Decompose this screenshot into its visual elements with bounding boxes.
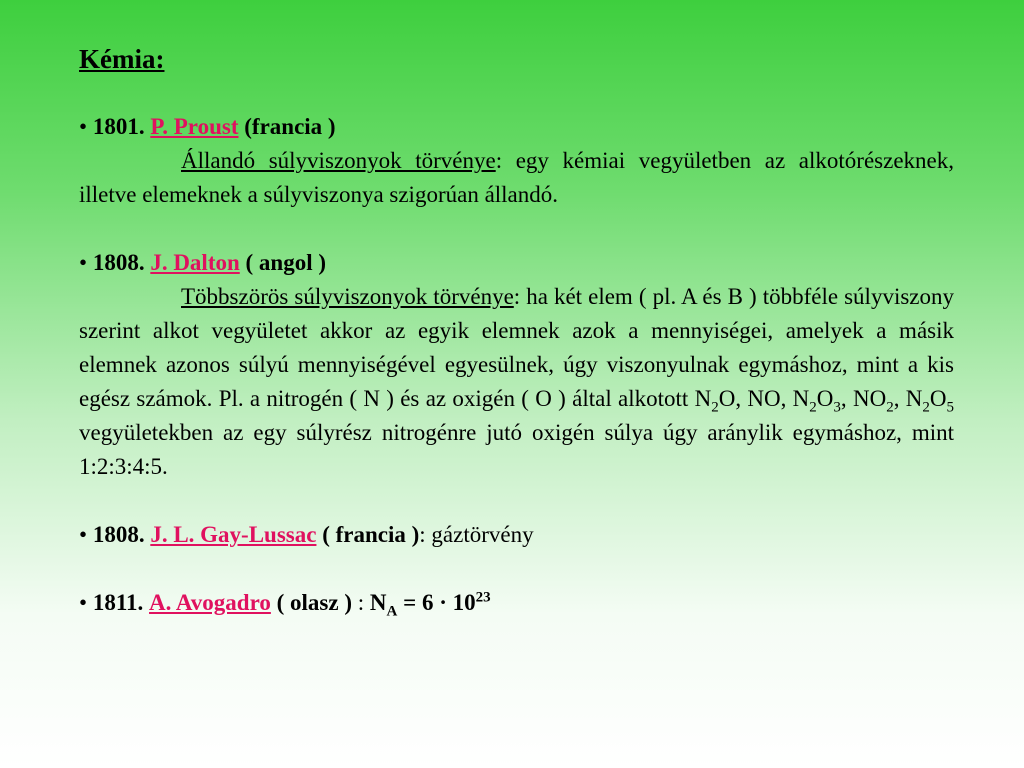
- subscript: 5: [946, 399, 954, 416]
- bullet: •: [79, 250, 93, 275]
- law-text: : gáztörvény: [419, 522, 534, 547]
- entry-proust-description: [79, 144, 954, 212]
- entry-proust: [79, 110, 954, 144]
- entry-year: 1801.: [92, 114, 145, 139]
- subscript: 2: [886, 399, 894, 416]
- subscript: 2: [711, 399, 719, 416]
- separator: :: [352, 590, 370, 615]
- scientist-name-link[interactable]: P. Proust: [150, 114, 239, 139]
- subscript: 3: [833, 399, 841, 416]
- law-text: : egy kémiai vegyületben az alkotórészeknek, illetve elemeknek a súlyviszonya szigorúan állandó.: [79, 148, 954, 207]
- formula-base: N: [369, 590, 387, 615]
- formula-value: = 6 · 10: [397, 590, 476, 615]
- entry-year: 1811.: [92, 590, 144, 615]
- bullet: •: [79, 522, 93, 547]
- entry-dalton-description: [79, 280, 954, 484]
- entry-nationality: ( olasz ): [276, 590, 352, 615]
- law-text: O, NO, N: [718, 386, 810, 411]
- entry-nationality: ( francia ): [322, 522, 420, 547]
- law-title: Állandó súlyviszonyok törvénye: [181, 148, 496, 173]
- scientist-name-link[interactable]: A. Avogadro: [149, 590, 271, 615]
- slide-title: Kémia:: [79, 44, 165, 74]
- entry-nationality: (francia ): [244, 114, 336, 139]
- bullet: •: [79, 114, 93, 139]
- law-title: Többszörös súlyviszonyok törvénye: [181, 284, 514, 309]
- formula-exponent: 23: [475, 589, 491, 606]
- entry-nationality: ( angol ): [245, 250, 327, 275]
- entry-avogadro: [79, 586, 954, 620]
- subscript: 2: [922, 399, 930, 416]
- law-text: vegyületekben az egy súlyrész nitrogénre jutó oxigén súlya úgy aránylik egymáshoz, mint 1:2:3:4:5.: [79, 420, 954, 479]
- law-text: , NO: [840, 386, 887, 411]
- law-text: : ha két elem ( pl. A és B ) többféle súlyviszony szerint alkot vegyületet akkor az egyik elemnek azok a mennyiségei, amelyek a másik elemnek azonos súlyú mennyiségével egyesülnek, úgy viszonyulnak egymáshoz, mint a kis egész számok. Pl. a nitrogén ( N ) és az oxigén ( O ) által alkotott N: [79, 284, 954, 411]
- law-text: , N: [893, 386, 923, 411]
- entry-gay-lussac: [79, 518, 954, 552]
- entry-dalton: [79, 246, 954, 280]
- law-text: O: [929, 386, 947, 411]
- scientist-name-link[interactable]: J. L. Gay-Lussac: [150, 522, 317, 547]
- law-text: O: [816, 386, 834, 411]
- subscript: 2: [809, 399, 817, 416]
- scientist-name-link[interactable]: J. Dalton: [150, 250, 240, 275]
- formula-subscript: A: [386, 603, 398, 620]
- entry-year: 1808.: [92, 522, 145, 547]
- slide-content: [79, 42, 954, 620]
- entry-year: 1808.: [92, 250, 145, 275]
- formula: [369, 589, 491, 620]
- bullet: •: [79, 590, 93, 615]
